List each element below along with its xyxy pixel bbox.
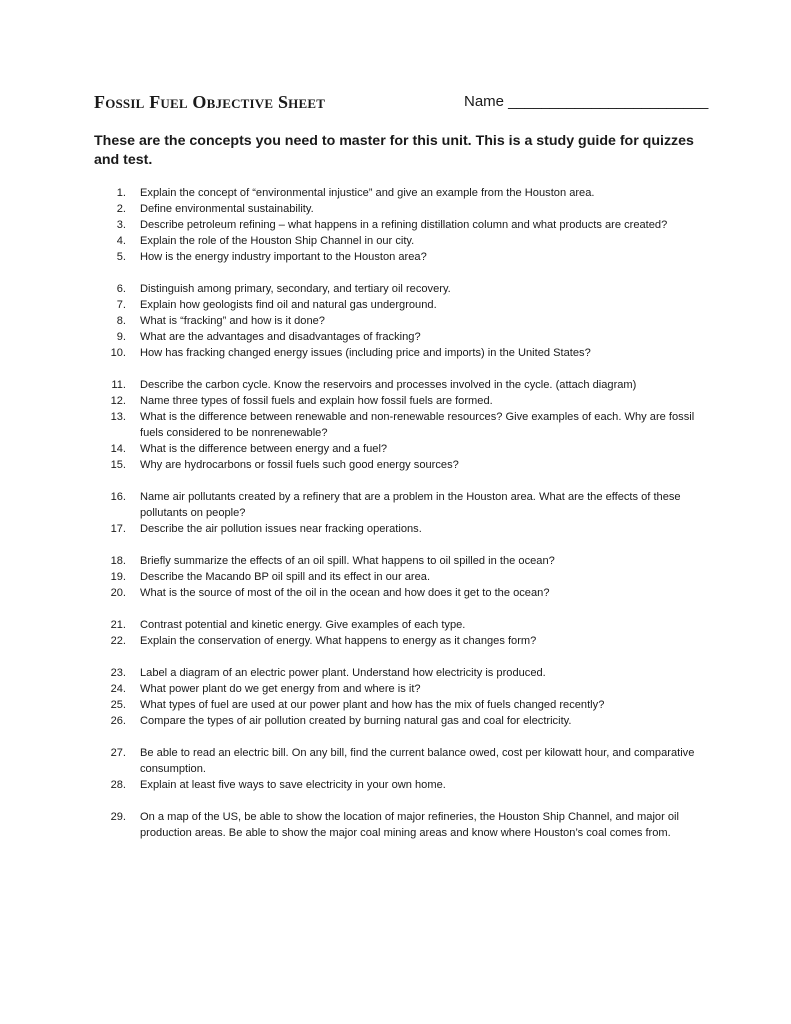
item-number: 7. (116, 299, 126, 311)
item-text: What is “fracking” and how is it done? (140, 315, 325, 327)
item-text: Define environmental sustainability. (140, 203, 314, 215)
item-text: Why are hydrocarbons or fossil fuels such good energy sources? (140, 459, 459, 471)
list-item (94, 185, 706, 201)
item-text: What is the difference between energy and a fuel? (140, 443, 388, 455)
item-number: 10. (110, 347, 126, 359)
item-text: What are the advantages and disadvantages of fracking? (140, 331, 421, 343)
list-item (94, 569, 706, 585)
list-item (94, 617, 706, 633)
item-number: 9. (116, 331, 126, 343)
item-number: 12. (110, 395, 126, 407)
list-item (94, 521, 706, 537)
item-number: 23. (110, 667, 126, 679)
item-number: 4. (116, 235, 126, 247)
item-number: 26. (110, 715, 126, 727)
item-text: What power plant do we get energy from and where is it? (140, 683, 421, 695)
list-item (94, 713, 706, 729)
list-item (94, 313, 706, 329)
item-number: 1. (116, 187, 126, 199)
item-number: 19. (110, 571, 126, 583)
item-number: 13. (110, 411, 126, 423)
item-number: 18. (110, 555, 126, 567)
item-number: 21. (110, 619, 126, 631)
list-item (94, 809, 706, 841)
item-number: 14. (110, 443, 126, 455)
list-item (94, 329, 706, 345)
list-item (94, 297, 706, 313)
list-item (94, 345, 706, 361)
item-number: 8. (116, 315, 126, 327)
item-text: What is the difference between renewable and non-renewable resources? Give examples of each. Why are fossil fuels considered to be nonrenewable? (140, 411, 695, 439)
list-item (94, 665, 706, 681)
item-number: 6. (116, 283, 126, 295)
header (94, 92, 709, 116)
list-item (94, 777, 706, 793)
item-number: 28. (110, 779, 126, 791)
item-text: Describe the Macando BP oil spill and its effect in our area. (140, 571, 431, 583)
list-item (94, 745, 706, 777)
list-item (94, 201, 706, 217)
name-field-label: Name ________________________ (464, 93, 709, 110)
item-text: Describe the carbon cycle. Know the reservoirs and processes involved in the cycle. (attach diagram) (140, 379, 637, 391)
list-item (94, 697, 706, 713)
list-item (94, 217, 706, 233)
list-item (94, 249, 706, 265)
objective-list (94, 185, 706, 841)
item-text: Name air pollutants created by a refinery that are a problem in the Houston area. What are the effects of these pollutants on people? (140, 491, 681, 519)
item-text: Contrast potential and kinetic energy. Give examples of each type. (140, 619, 466, 631)
item-number: 22. (110, 635, 126, 647)
item-text: Compare the types of air pollution created by burning natural gas and coal for electricity. (140, 715, 572, 727)
item-text: Describe the air pollution issues near fracking operations. (140, 523, 422, 535)
item-text: Name three types of fossil fuels and explain how fossil fuels are formed. (140, 395, 493, 407)
item-number: 16. (110, 491, 126, 503)
item-number: 25. (110, 699, 126, 711)
list-item (94, 409, 706, 441)
item-number: 2. (116, 203, 126, 215)
item-text: Explain the conservation of energy. What happens to energy as it changes form? (140, 635, 537, 647)
item-text: Explain at least five ways to save electricity in your own home. (140, 779, 446, 791)
item-text: Describe petroleum refining – what happens in a refining distillation column and what products are created? (140, 219, 668, 231)
list-item (94, 681, 706, 697)
item-text: On a map of the US, be able to show the location of major refineries, the Houston Ship Channel, and major oil production areas. Be able to show the major coal mining areas and know where Houston’s coal comes from. (140, 811, 679, 839)
list-item (94, 377, 706, 393)
item-number: 15. (110, 459, 126, 471)
item-text: Explain how geologists find oil and natural gas underground. (140, 299, 437, 311)
item-text: Explain the concept of “environmental injustice” and give an example from the Houston area. (140, 187, 595, 199)
intro-text: These are the concepts you need to master for this unit. This is a study guide for quizzes and test. (94, 133, 694, 168)
list-item (94, 553, 706, 569)
item-text: What types of fuel are used at our power plant and how has the mix of fuels changed recently? (140, 699, 605, 711)
item-number: 27. (110, 747, 126, 759)
list-item (94, 489, 706, 521)
item-text: What is the source of most of the oil in the ocean and how does it get to the ocean? (140, 587, 550, 599)
item-number: 29. (110, 811, 126, 823)
item-number: 20. (110, 587, 126, 599)
item-text: Explain the role of the Houston Ship Channel in our city. (140, 235, 415, 247)
item-text: How is the energy industry important to the Houston area? (140, 251, 427, 263)
list-item (94, 457, 706, 473)
item-number: 11. (111, 379, 126, 391)
list-item (94, 585, 706, 601)
item-number: 3. (116, 219, 126, 231)
item-number: 17. (110, 523, 126, 535)
list-item (94, 281, 706, 297)
list-item (94, 441, 706, 457)
item-text: Distinguish among primary, secondary, and tertiary oil recovery. (140, 283, 451, 295)
item-text: Be able to read an electric bill. On any bill, find the current balance owed, cost per kilowatt hour, and comparative consumption. (140, 747, 695, 775)
item-text: Label a diagram of an electric power plant. Understand how electricity is produced. (140, 667, 546, 679)
item-number: 24. (110, 683, 126, 695)
item-text: Briefly summarize the effects of an oil spill. What happens to oil spilled in the ocean? (140, 555, 555, 567)
list-item (94, 233, 706, 249)
list-item (94, 393, 706, 409)
item-number: 5. (116, 251, 126, 263)
document-title: Fossil Fuel Objective Sheet (94, 92, 326, 112)
list-item (94, 633, 706, 649)
item-text: How has fracking changed energy issues (including price and imports) in the United States? (140, 347, 591, 359)
